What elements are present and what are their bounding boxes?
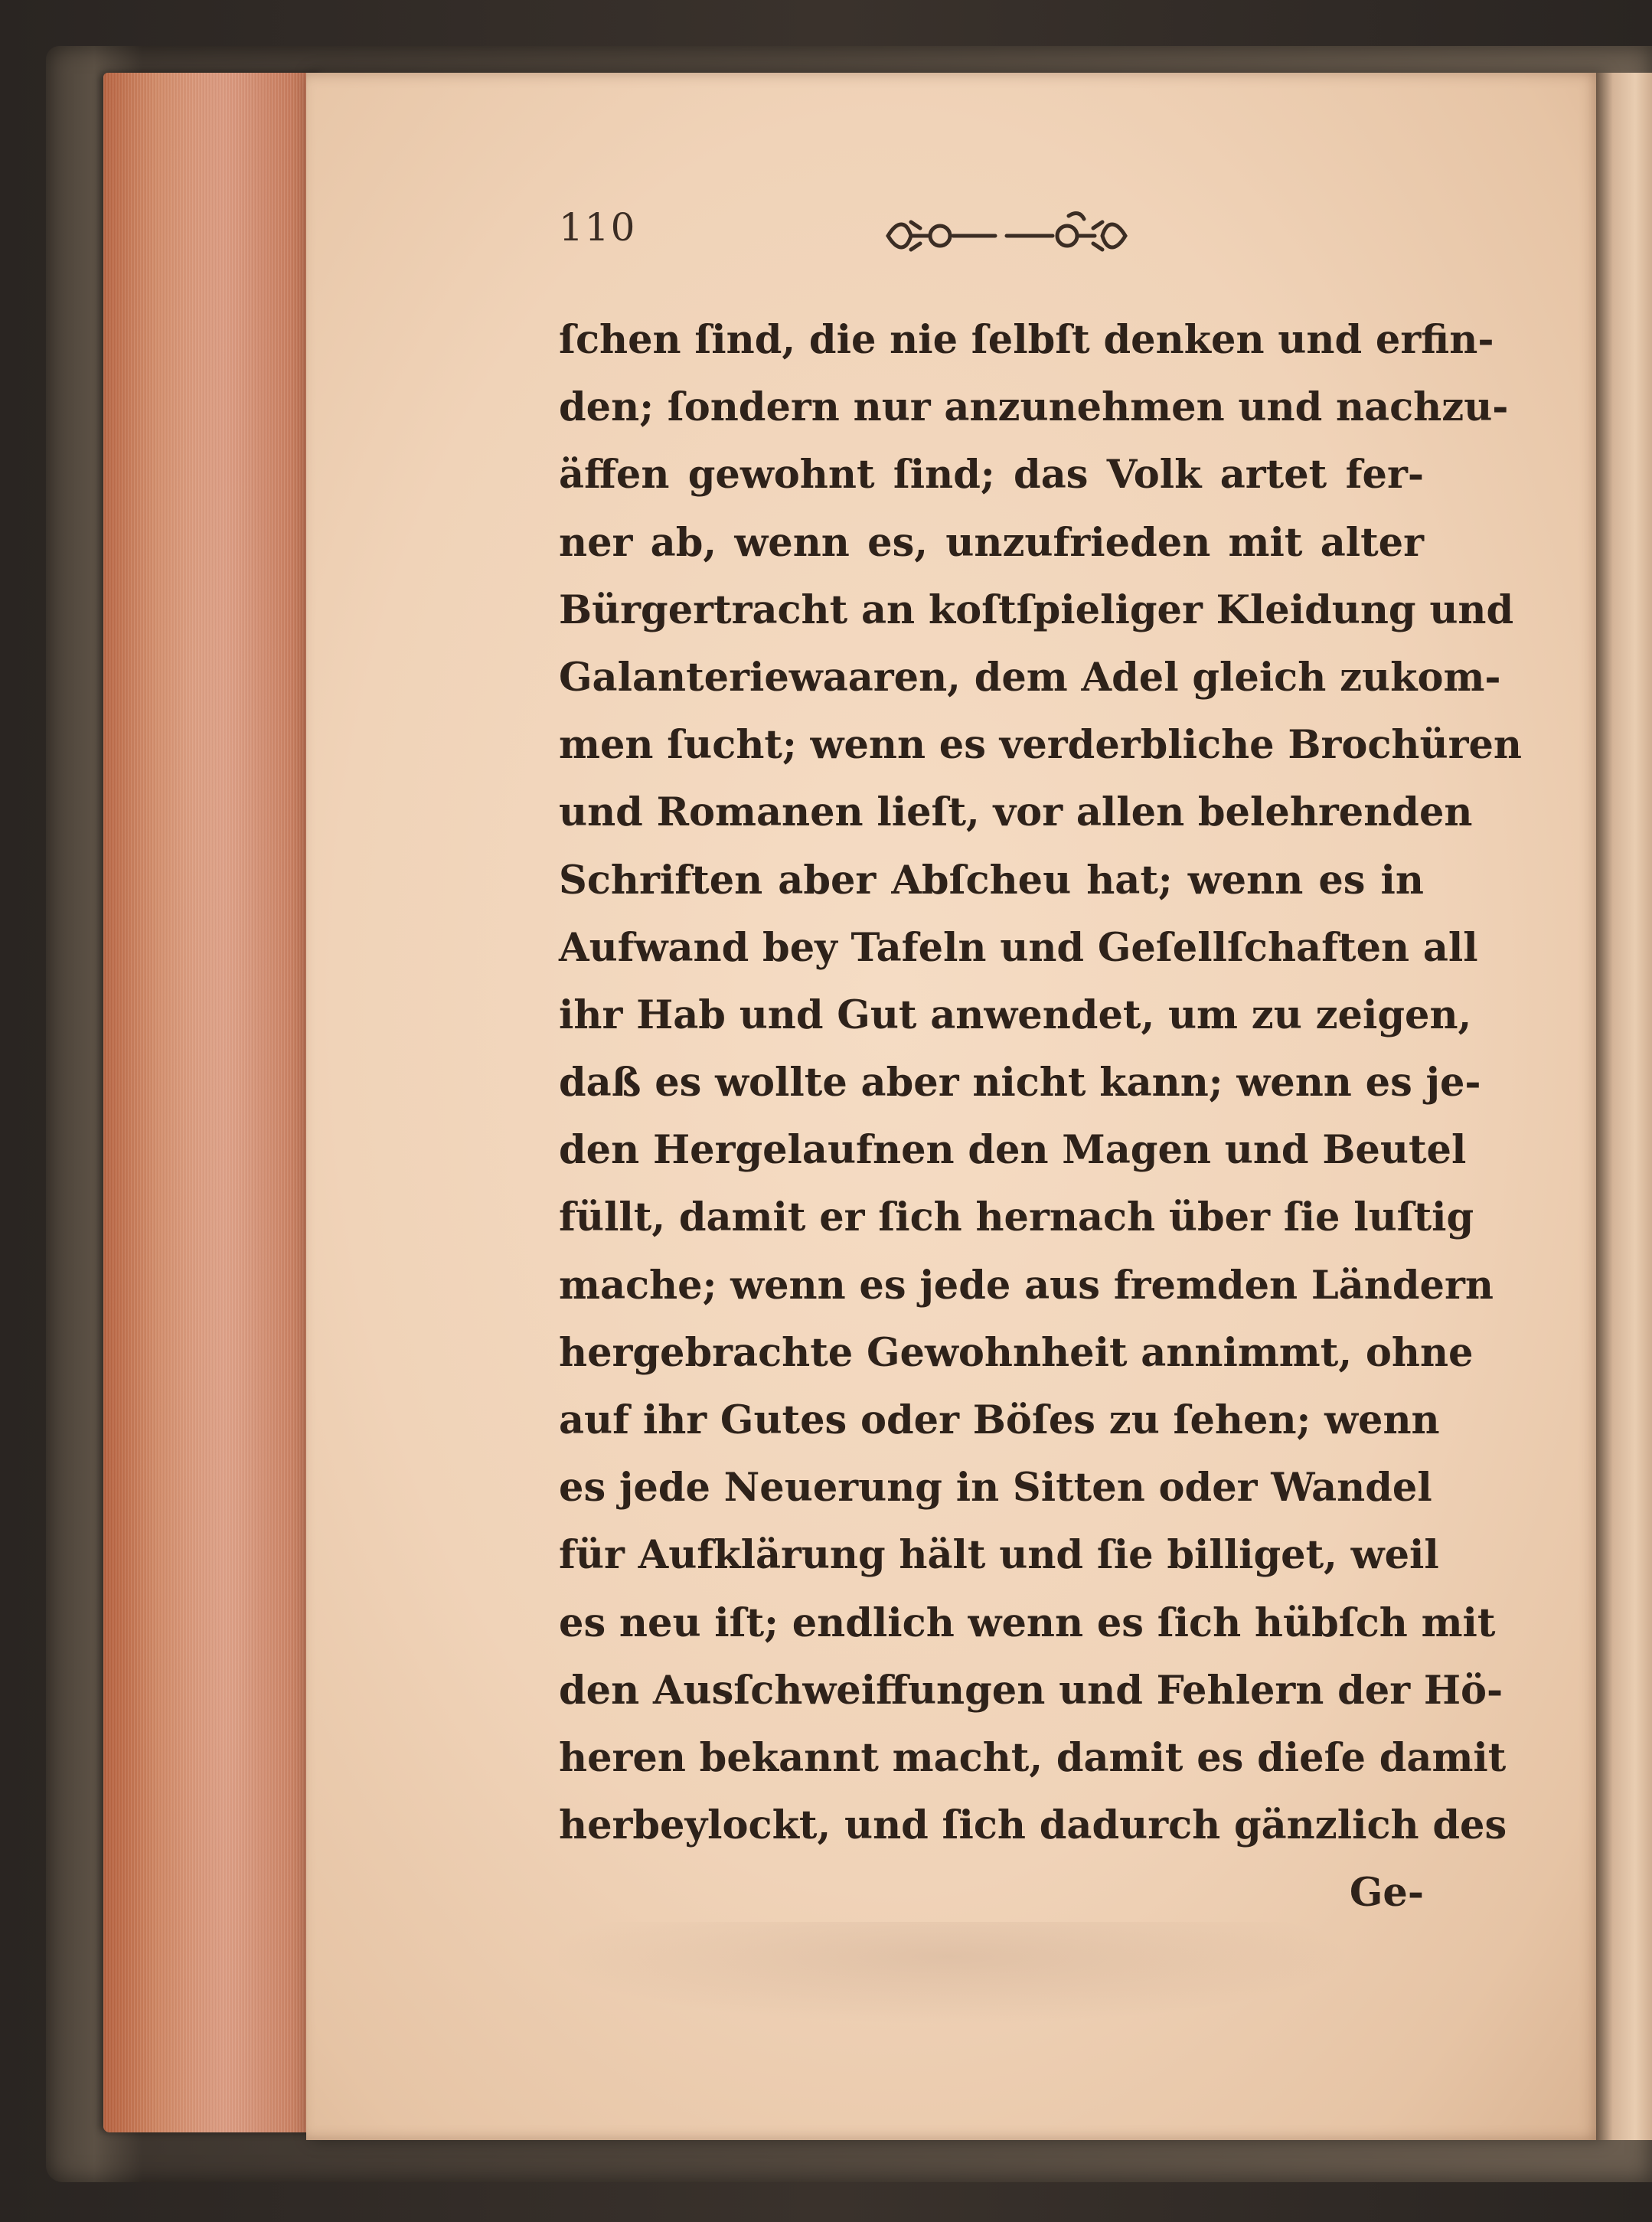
text-line: den; ſondern nur anzunehmen und nachzu-	[559, 384, 1509, 431]
text-line: den Ausſchweiffungen und Fehlern der Hö-	[559, 1667, 1503, 1714]
ornament-rule-icon	[880, 205, 1133, 266]
text-line: Schriften aber Abſcheu hat; wenn es in	[559, 857, 1424, 904]
text-line: und Romanen lieſt, vor allen belehrenden	[559, 789, 1473, 836]
text-line: heren bekannt macht, damit es dieſe damit	[559, 1734, 1507, 1781]
text-line: ſchen ſind, die nie ſelbſt denken und erfin-	[559, 317, 1494, 363]
text-line: hergebrachte Gewohnheit annimmt, ohne	[559, 1329, 1474, 1376]
text-line: Bürgertracht an koſtſpieliger Kleidung und	[559, 587, 1514, 633]
facing-page-edge	[1596, 73, 1652, 2140]
text-line: Galanteriewaaren, dem Adel gleich zukom-	[559, 654, 1501, 701]
catchword: Ge-	[1349, 1870, 1424, 1916]
text-line: äffen gewohnt ſind; das Volk artet fer-	[559, 452, 1424, 498]
text-line: daß es wollte aber nicht kann; wenn es je-	[559, 1060, 1481, 1106]
text-line: herbeylockt, und ſich dadurch gänzlich des	[559, 1802, 1507, 1849]
page-header	[559, 205, 1432, 274]
text-line: für Aufklärung hält und ſie billiget, weil	[559, 1532, 1439, 1579]
bleed-through-shadow	[559, 1922, 1424, 2037]
text-line: ner ab, wenn es, unzufrieden mit alter	[559, 519, 1424, 566]
text-line: auf ihr Gutes oder Böſes zu ſehen; wenn	[559, 1397, 1440, 1443]
text-line: mache; wenn es jede aus fremden Ländern	[559, 1262, 1494, 1309]
text-line: den Hergelaufnen den Magen und Beutel	[559, 1127, 1467, 1174]
text-line: es neu iſt; endlich wenn es ſich hübſch mit	[559, 1600, 1496, 1646]
text-line: es jede Neuerung in Sitten oder Wandel	[559, 1465, 1432, 1511]
page-number: 110	[559, 205, 637, 250]
text-line: Aufwand bey Tafeln und Geſellſchaften all	[559, 924, 1478, 971]
page-text	[559, 306, 1522, 1927]
text-line: füllt, damit er ſich hernach über ſie luſtig	[559, 1194, 1474, 1241]
text-line: ihr Hab und Gut anwendet, um zu zeigen,	[559, 992, 1472, 1038]
text-line: men ſucht; wenn es verderbliche Brochüren	[559, 722, 1522, 769]
red-page-edges	[103, 73, 322, 2132]
